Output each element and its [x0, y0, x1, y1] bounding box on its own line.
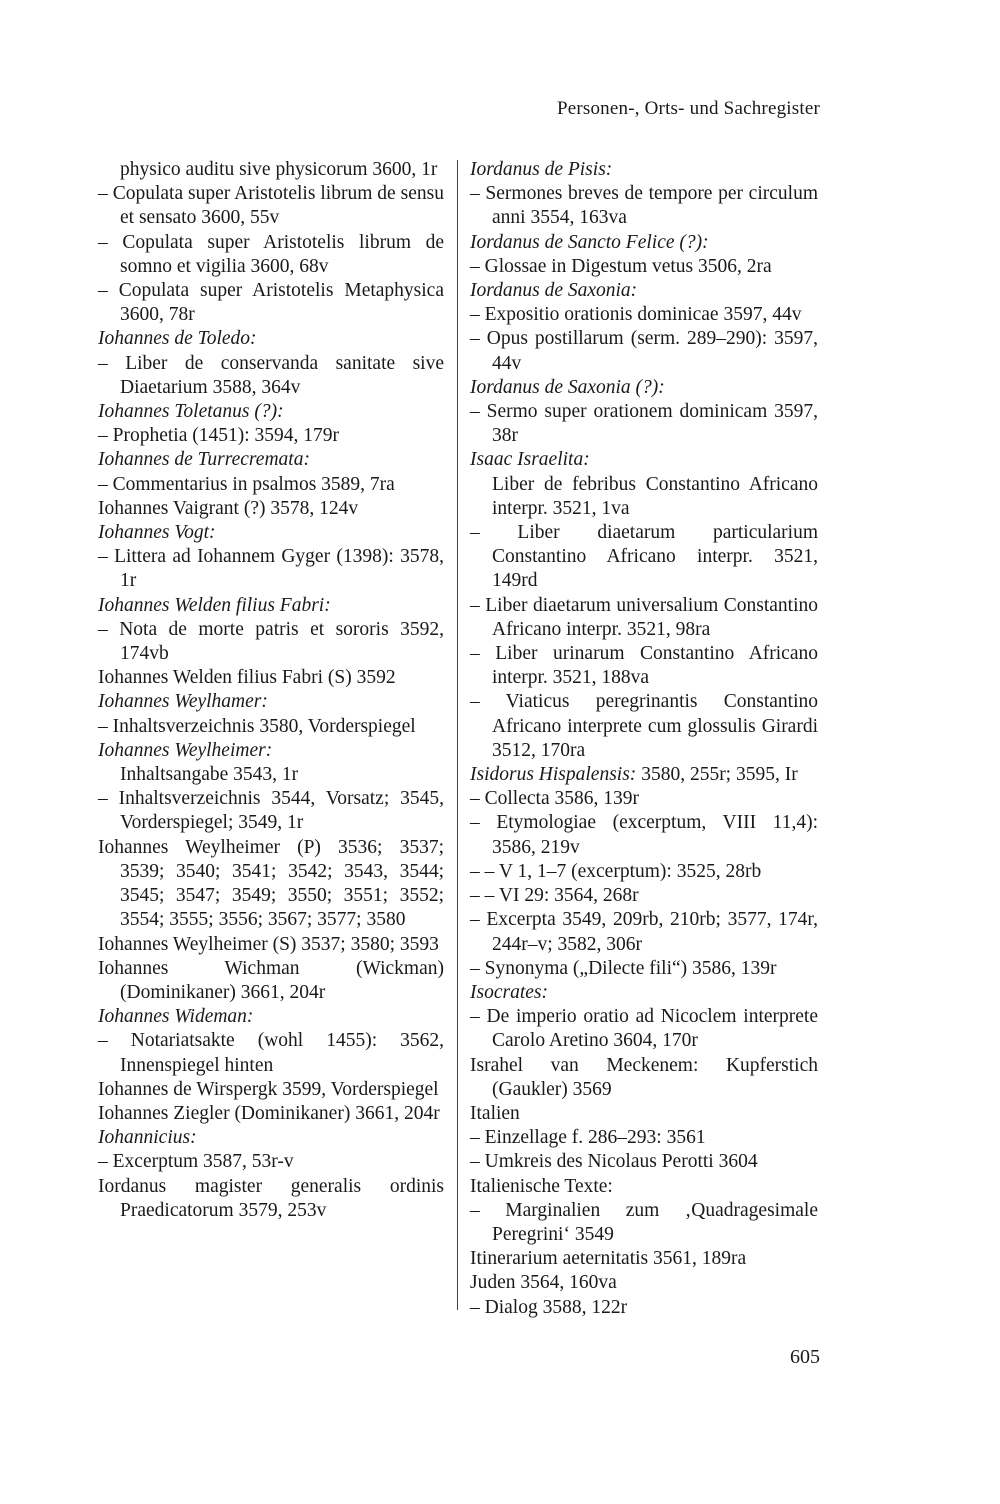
index-entry: – Etymologiae (excerptum, VIII 11,4): 3586, 219v: [470, 812, 818, 858]
index-entry: – Excerptum 3587, 53r-v: [98, 1151, 294, 1173]
index-entry: Iohannes Vogt:: [98, 522, 216, 544]
index-entry: – Umkreis des Nicolaus Perotti 3604: [470, 1151, 758, 1173]
index-entry: Iohannes Welden filius Fabri (S) 3592: [98, 667, 396, 689]
index-entry-refs: 3580, 255r; 3595, Ir: [636, 764, 798, 786]
index-entry: Iordanus de Saxonia:: [470, 280, 638, 302]
index-entry: Iohannes Vaigrant (?) 3578, 124v: [98, 497, 359, 519]
index-entry: Iohannes Weylheimer (P) 3536; 3537; 3539; 3540; 3541; 3542; 3543, 3544; 3545; 3547; 3549; 3550; 3551; 3552; 3554; 3555; 3556; 3567; 3577; 3580: [98, 836, 444, 931]
index-entry: Iohannes Weylheimer:: [98, 739, 273, 761]
index-entry: Iohannicius:: [98, 1127, 197, 1149]
index-entry: – Synonyma („Dilecte fili“) 3586, 139r: [470, 957, 777, 979]
index-entry: Iohannes de Toledo:: [98, 328, 257, 350]
index-entry: – Commentarius in psalmos 3589, 7ra: [98, 473, 395, 495]
index-entry: Iohannes de Turrecremata:: [98, 449, 310, 471]
index-entry: – – V 1, 1–7 (excerptum): 3525, 28rb: [470, 860, 762, 882]
index-entry: Iordanus de Sancto Felice (?):: [470, 231, 709, 253]
index-entry: Iordanus magister generalis ordinis Praedicatorum 3579, 253v: [98, 1175, 444, 1221]
index-entry: Iohannes Weylhamer:: [98, 691, 268, 713]
index-entry: – Liber diaetarum particularium Constantino Africano interpr. 3521, 149rd: [470, 522, 818, 592]
index-entry: – Inhaltsverzeichnis 3580, Vorderspiegel: [98, 715, 416, 737]
index-entry: Juden 3564, 160va: [470, 1272, 617, 1294]
index-entry: – Liber de conservanda sanitate sive Diaetarium 3588, 364v: [98, 352, 444, 398]
index-entry: – Dialog 3588, 122r: [470, 1296, 628, 1318]
index-entry: Liber de febribus Constantino Africano interpr. 3521, 1va: [492, 473, 818, 519]
index-entry: Iohannes Welden filius Fabri:: [98, 594, 331, 616]
index-entry: Israhel van Meckenem: Kupferstich (Gaukler) 3569: [470, 1054, 818, 1100]
index-entry: Iohannes Toletanus (?):: [98, 401, 284, 423]
index-entry: – Copulata super Aristotelis Metaphysica 3600, 78r: [98, 280, 444, 326]
index-entry: – – VI 29: 3564, 268r: [470, 885, 639, 907]
index-entry: Isaac Israelita:: [470, 449, 590, 471]
index-entry: Italienische Texte:: [470, 1175, 613, 1197]
index-entry: – Einzellage f. 286–293: 3561: [470, 1127, 706, 1149]
column-divider: [457, 160, 458, 1310]
index-entry: Iohannes Ziegler (Dominikaner) 3661, 204r: [98, 1102, 440, 1124]
index-entry: – Viaticus peregrinantis Constantino Africano interprete cum glossulis Girardi 3512, 170ra: [470, 691, 818, 761]
index-entry: – Collecta 3586, 139r: [470, 788, 639, 810]
index-entry: – Opus postillarum (serm. 289–290): 3597, 44v: [470, 328, 818, 374]
running-head: Personen-, Orts- und Sachregister: [556, 98, 820, 119]
index-entry: Isocrates:: [470, 981, 548, 1003]
index-entry: – Notariatsakte (wohl 1455): 3562, Innenspiegel hinten: [98, 1030, 444, 1076]
index-entry: – Glossae in Digestum vetus 3506, 2ra: [470, 255, 772, 277]
index-entry: Itinerarium aeternitatis 3561, 189ra: [470, 1248, 747, 1270]
index-entry: Iordanus de Saxonia (?):: [470, 376, 665, 398]
index-entry: Italien: [470, 1102, 520, 1124]
index-entry: – Sermo super orationem dominicam 3597, 38r: [470, 401, 818, 447]
index-entry: – Sermones breves de tempore per circulum anni 3554, 163va: [470, 183, 818, 229]
index-entry: – Copulata super Aristotelis librum de sensu et sensato 3600, 55v: [98, 183, 444, 229]
index-entry-heading: Isidorus Hispalensis:: [470, 764, 637, 786]
index-entry: Iohannes Weylheimer (S) 3537; 3580; 3593: [98, 933, 439, 955]
index-entry: – Inhaltsverzeichnis 3544, Vorsatz; 3545, Vorderspiegel; 3549, 1r: [98, 788, 444, 834]
index-entry: Iohannes Wichman (Wickman) (Dominikaner) 3661, 204r: [98, 957, 444, 1003]
index-column-right: [470, 158, 818, 1320]
index-entry: physico auditu sive physicorum 3600, 1r: [120, 159, 438, 180]
index-entry: – De imperio oratio ad Nicoclem interprete Carolo Aretino 3604, 170r: [470, 1006, 818, 1052]
index-entry: Iohannes de Wirspergk 3599, Vorderspiegel: [98, 1078, 439, 1100]
index-entry: – Littera ad Iohannem Gyger (1398): 3578, 1r: [98, 546, 444, 592]
index-entry: – Liber urinarum Constantino Africano interpr. 3521, 188va: [470, 643, 818, 689]
index-entry: – Nota de morte patris et sororis 3592, 174vb: [98, 618, 444, 665]
index-entry: Iohannes Wideman:: [98, 1006, 254, 1028]
index-entry: [470, 763, 818, 787]
index-entry: – Liber diaetarum universalium Constantino Africano interpr. 3521, 98ra: [470, 594, 818, 640]
index-entry: – Expositio orationis dominicae 3597, 44v: [470, 304, 802, 326]
index-entry: – Copulata super Aristotelis librum de somno et vigilia 3600, 68v: [98, 231, 444, 277]
index-entry: – Excerpta 3549, 209rb, 210rb; 3577, 174r, 244r–v; 3582, 306r: [470, 909, 818, 955]
index-entry: Inhaltsangabe 3543, 1r: [120, 764, 299, 786]
index-column-left: [98, 158, 444, 1223]
index-entry: – Prophetia (1451): 3594, 179r: [98, 425, 340, 447]
index-entry: Iordanus de Pisis:: [470, 159, 613, 180]
page-number: 605: [790, 1346, 820, 1368]
index-entry: – Marginalien zum ‚Quadragesimale Peregrini‘ 3549: [470, 1199, 818, 1245]
